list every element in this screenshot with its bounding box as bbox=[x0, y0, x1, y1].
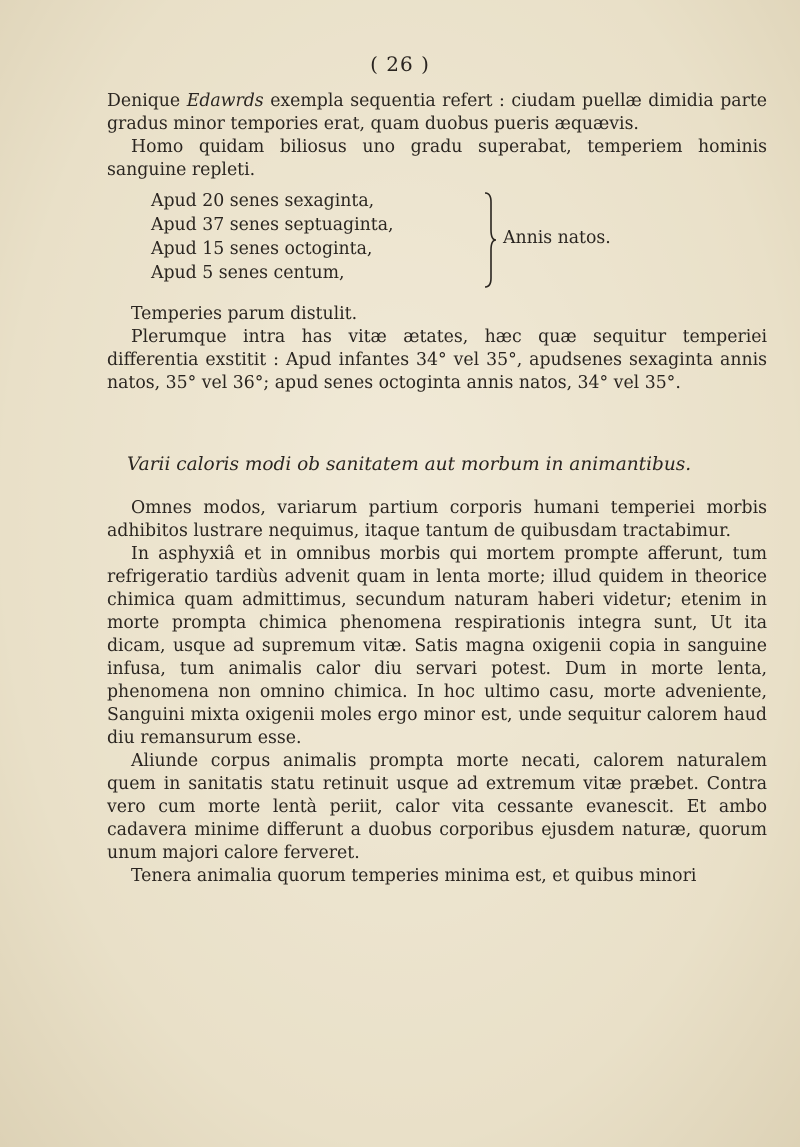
paragraph-tenera: Tenera animalia quorum temperies minima est, et quibus minori bbox=[131, 866, 697, 886]
paragraph-edwards: Denique Edawrds exempla sequentia refert : ciudam puellæ dimidia parte gradus minor tempories erat, quam duobus pueris æquævis. bbox=[107, 91, 767, 134]
page-body bbox=[107, 90, 767, 888]
page-number: ( 26 ) bbox=[370, 52, 430, 76]
list-item: Apud 15 senes octoginta, bbox=[151, 239, 373, 259]
paragraph-plerumque: Plerumque intra has vitæ ætates, hæc quæ sequitur temperiei differentia exstitit : Apud infantes 34° vel 35°, apudsenes sexaginta annis natos, 35° vel 36°; apud senes octoginta annis natos, 34° vel 35°. bbox=[107, 327, 767, 393]
list-item: Apud 20 senes sexaginta, bbox=[151, 191, 375, 211]
author-name: Edawrds bbox=[186, 91, 264, 111]
section-heading: Varii caloris modi ob sanitatem aut morbum in animantibus. bbox=[127, 454, 692, 475]
list-item: Apud 5 senes centum, bbox=[151, 263, 345, 283]
list-item: Apud 37 senes septuaginta, bbox=[151, 215, 394, 235]
right-brace-icon bbox=[483, 192, 497, 288]
paragraph-temperies: Temperies parum distulit. bbox=[131, 304, 358, 324]
age-list bbox=[107, 190, 767, 295]
paragraph-omnes: Omnes modos, variarum partium corporis humani temperiei morbis adhibitos lustrare nequimus, itaque tantum de quibusdam tractabimur. bbox=[107, 498, 767, 541]
bracket-label: Annis natos. bbox=[503, 228, 611, 248]
paragraph-aliunde: Aliunde corpus animalis prompta morte necati, calorem naturalem quem in sanitatis statu retinuit usque ad extremum vitæ præbet. Contra vero cum morte lentà periit, calor vita cessante evanescit. Et ambo cadavera minime differunt a duobus corporibus ejusdem naturæ, quorum unum majori calore ferveret. bbox=[107, 751, 767, 863]
paragraph-asphyxia: In asphyxiâ et in omnibus morbis qui mortem prompte afferunt, tum refrigeratio tardiùs advenit quam in lenta morte; illud quidem in theorice chimica quam admittimus, secundum naturam haberi videtur; etenim in morte prompta chimica phenomena respirationis integra sunt, Ut ita dicam, usque ad supremum vitæ. Satis magna oxigenii copia in sanguine infusa, tum animalis calor diu servari potest. Dum in morte lenta, phenomena non omnino chimica. In hoc ultimo casu, morte adveniente, Sanguini mixta oxigenii moles ergo minor est, unde sequitur calorem haud diu remansurum esse. bbox=[107, 544, 767, 748]
paragraph-homo: Homo quidam biliosus uno gradu superabat, temperiem hominis sanguine repleti. bbox=[107, 137, 767, 180]
